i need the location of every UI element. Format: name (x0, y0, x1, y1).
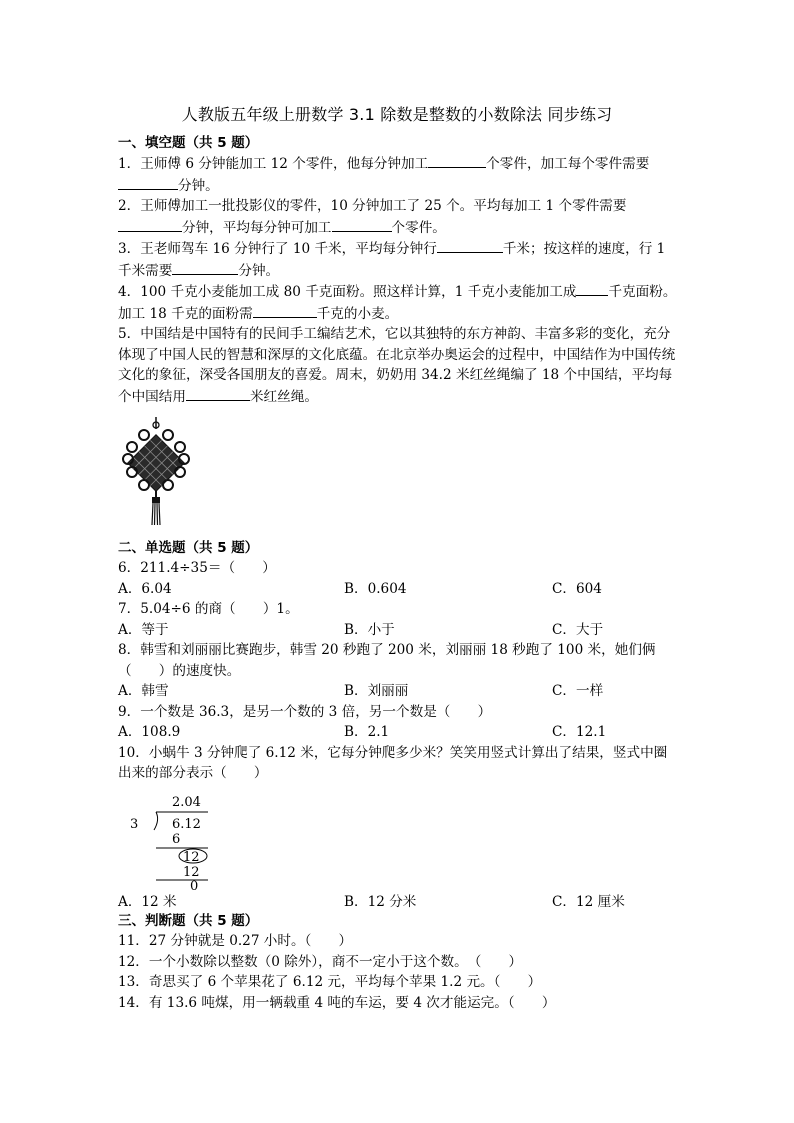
question-1 (118, 153, 678, 196)
question-2-text-b: 分钟，平均每分钟可加工 (182, 219, 332, 236)
question-6: 6．211.4÷35＝（ ） (118, 560, 276, 576)
option-c[interactable]: C．大于 (552, 621, 604, 638)
option-c[interactable]: C．12 厘米 (552, 893, 625, 910)
question-14: 14．有 13.6 吨煤，用一辆载重 4 吨的车运，要 4 次才能运完。（ ） (118, 994, 556, 1011)
question-5-text-b: 米红丝绳。 (249, 388, 318, 405)
option-a[interactable]: A．等于 (118, 621, 169, 638)
question-1-text-b: 个零件，加工每个零件需要 (486, 156, 650, 172)
question-2 (118, 196, 678, 238)
question-4-text-b: 千克面粉。加工 18 千克的面粉需 (118, 284, 677, 322)
option-a[interactable]: A．12 米 (118, 893, 177, 910)
question-5 (118, 324, 678, 407)
question-12: 12．一个小数除以整数（0 除外），商不一定小于这个数。 （ ） (118, 953, 523, 970)
question-4 (118, 281, 678, 324)
division-dividend: 6.12 (172, 816, 201, 832)
division-divisor: 3 (130, 816, 139, 832)
option-b[interactable]: B．12 分米 (344, 893, 417, 910)
option-b[interactable]: B．0.604 (344, 580, 407, 597)
division-quotient: 2.04 (172, 794, 201, 810)
answer-blank[interactable] (172, 260, 238, 275)
question-1-text-c: 分钟。 (178, 177, 219, 194)
answer-blank[interactable] (118, 217, 182, 232)
chinese-knot-image (120, 417, 192, 525)
division-step-2: 12 (183, 849, 200, 865)
long-division-figure (126, 790, 226, 890)
question-7-options (118, 620, 678, 641)
question-10: 10．小蜗牛 3 分钟爬了 6.12 米，它每分钟爬多少米？笑笑用竖式计算出了结果，竖式中圈出来的部分表示（ ） (118, 744, 668, 781)
question-3 (118, 238, 678, 281)
question-13: 13．奇思买了 6 个苹果花了 6.12 元，平均每个苹果 1.2 元。（ ） (118, 974, 542, 990)
page-title: 人教版五年级上册数学 3.1 除数是整数的小数除法 同步练习 (181, 105, 613, 124)
division-step-3: 12 (183, 864, 200, 880)
question-3-text-b: 千米；按这样的速度，行 1 千米需要 (118, 241, 666, 279)
question-6-options (118, 579, 678, 600)
division-remainder: 0 (190, 878, 199, 890)
answer-blank[interactable] (437, 238, 503, 253)
option-b[interactable]: B．小于 (344, 621, 395, 638)
answer-blank[interactable] (428, 153, 486, 168)
question-8-options (118, 681, 678, 702)
section-true-false-heading: 三、判断题（共 5 题） (118, 913, 259, 929)
worksheet (118, 102, 678, 1013)
question-4-text-c: 千克的小麦。 (316, 305, 399, 322)
question-11: 11．27 分钟就是 0.27 小时。（ ） (118, 933, 353, 949)
division-step-1: 6 (172, 831, 181, 847)
question-1-text-a: 1．王师傅 6 分钟能加工 12 个零件，他每分钟加工 (118, 156, 429, 172)
question-3-text-c: 分钟。 (238, 262, 280, 279)
section-single-choice-heading: 二、单选题（共 5 题） (118, 540, 259, 556)
question-2-text-a: 2．王师傅加工一批投影仪的零件，10 分钟加工了 25 个。平均每加工 1 个零件需要 (118, 198, 627, 214)
question-7: 7．5.04÷6 的商（ ）1。 (118, 601, 299, 617)
question-4-text-a: 4．100 千克小麦能加工成 80 千克面粉。照这样计算，1 千克小麦能加工成 (118, 284, 577, 300)
answer-blank[interactable] (186, 386, 250, 401)
option-c[interactable]: C．一样 (552, 683, 604, 699)
answer-blank[interactable] (576, 281, 608, 296)
option-a[interactable]: A．108.9 (118, 724, 181, 740)
option-b[interactable]: B．刘丽丽 (344, 683, 409, 699)
question-9-options (118, 722, 678, 743)
answer-blank[interactable] (253, 303, 317, 318)
option-c[interactable]: C．12.1 (552, 724, 607, 740)
question-5-text-a: 5．中国结是中国特有的民间手工编结艺术，它以其独特的东方神韵、丰富多彩的变化，充分体现了中国人民的智慧和深厚的文化底蕴。在北京举办奥运会的过程中，中国结作为中国传统文化的象征，深受各国朋友的喜爱。周末，奶奶用 34.2 米红丝绳编了 18 个中国结，平均每个中国结用 (118, 326, 676, 405)
option-a[interactable]: A．韩雪 (118, 683, 169, 699)
option-a[interactable]: A．6.04 (118, 580, 172, 597)
question-9: 9．一个数是 36.3，是另一个数的 3 倍，另一个数是（ ） (118, 703, 492, 720)
option-c[interactable]: C．604 (552, 580, 602, 597)
section-fill-in-heading: 一、填空题（共 5 题） (118, 135, 259, 151)
question-10-options (118, 892, 678, 913)
question-8: 8．韩雪和刘丽丽比赛跑步，韩雪 20 秒跑了 200 米，刘丽丽 18 秒跑了 100 米，她们俩（ ）的速度快。 (118, 642, 656, 679)
answer-blank[interactable] (118, 175, 178, 190)
question-3-text-a: 3．王老师驾车 16 分钟行了 10 千米，平均每分钟行 (118, 241, 437, 257)
answer-blank[interactable] (332, 217, 392, 232)
option-b[interactable]: B．2.1 (344, 724, 390, 740)
question-2-text-c: 个零件。 (391, 219, 446, 236)
